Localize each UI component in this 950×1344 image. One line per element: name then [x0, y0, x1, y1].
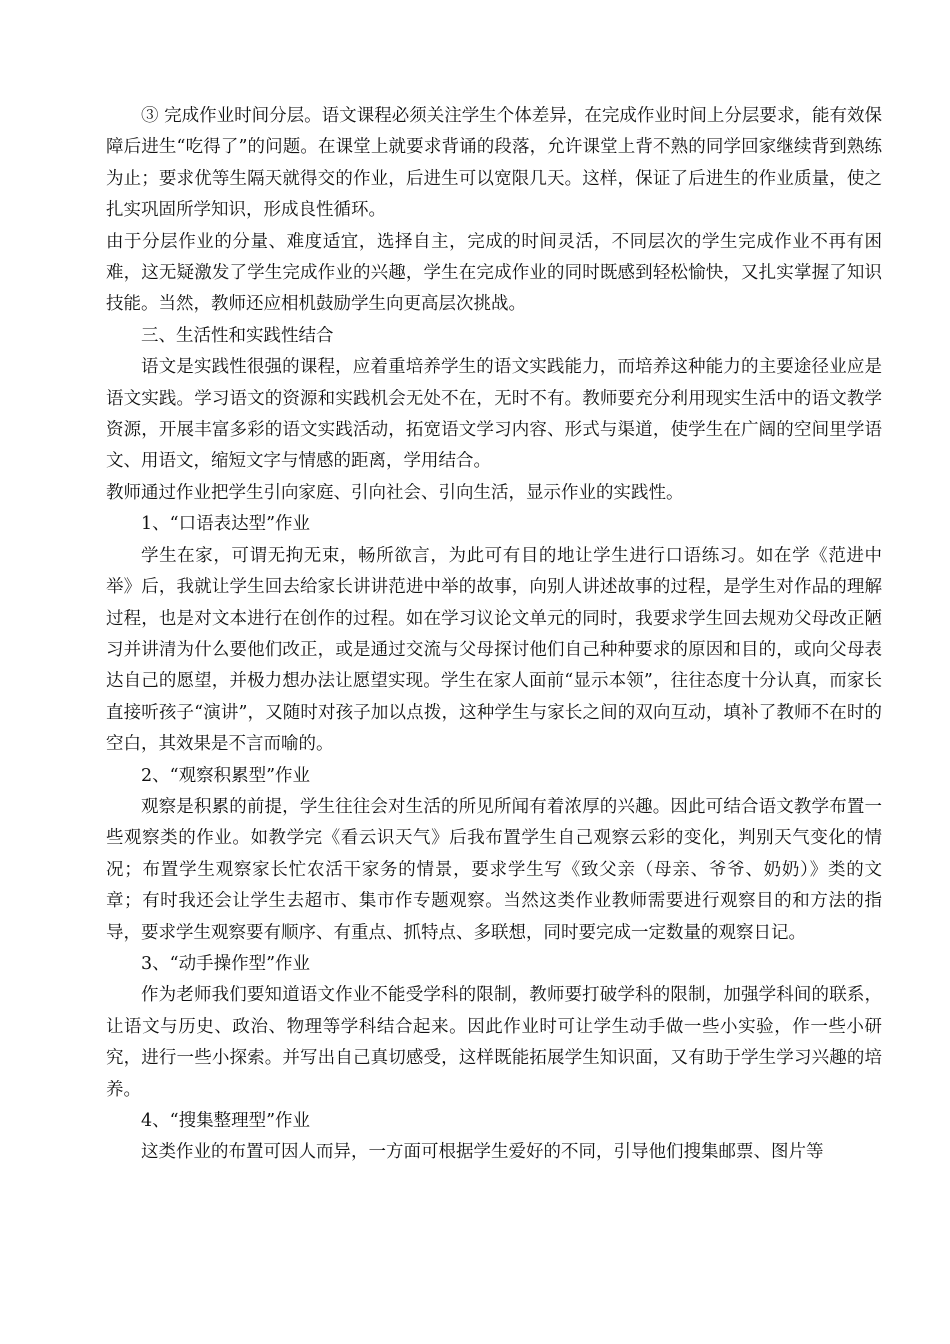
- paragraph-practice: 语文是实践性很强的课程，应着重培养学生的语文实践能力，而培养这种能力的主要途径业应是语文实践。学习语文的资源和实践机会无处不在，无时不有。教师要充分利用现实生活中的语文教学资源，开展丰富多彩的语文实践活动，拓宽语文学习内容、形式与渠道，使学生在广阔的空间里学语文、用语文，缩短文字与情感的距离，学用结合。: [106, 357, 882, 472]
- paragraph-hands-on: 作为老师我们要知道语文作业不能受学科的限制，教师要打破学科的限制，加强学科间的联系，让语文与历史、政治、物理等学科结合起来。因此作业时可让学生动手做一些小实验，作一些小研究，进行一些小探索。并写出自己真切感受，这样既能拓展学生知识面，又有助于学生学习兴趣的培养。: [106, 985, 882, 1100]
- section-heading-3: 三、生活性和实践性结合: [141, 325, 334, 346]
- subheading-collection: 4、“搜集整理型”作业: [141, 1111, 311, 1131]
- paragraph-oral-expression: 学生在家，可谓无拘无束，畅所欲言，为此可有目的地让学生进行口语练习。如在学《范进中举》后，我就让学生回去给家长讲讲范进中举的故事，向别人讲述故事的过程，是学生对作品的理解过程，也是对文本进行在创作的过程。如在学习议论文单元的同时，我要求学生回去规劝父母改正陋习并讲清为什么要他们改正，或是通过交流与父母探讨他们自己种种要求的原因和目的，或向父母表达自己的愿望，并极力想办法让愿望实现。学生在家人面前“显示本领”，往往态度十分认真，而家长直接听孩子“演讲”，又随时对孩子加以点拨，这种学生与家长之间的双向互动，填补了教师不在时的空白，其效果是不言而喻的。: [106, 545, 882, 755]
- subheading-observation: 2、“观察积累型”作业: [141, 765, 311, 786]
- paragraph-homework-practice: 教师通过作业把学生引向家庭、引向社会、引向生活，显示作业的实践性。: [106, 482, 684, 503]
- paragraph-observation: 观察是积累的前提，学生往往会对生活的所见所闻有着浓厚的兴趣。因此可结合语文教学布置一些观察类的作业。如教学完《看云识天气》后我布置学生自己观察云彩的变化，判别天气变化的情况；布置学生观察家长忙农活干家务的情景，要求学生写《致父亲（母亲、爷爷、奶奶）》类的文章；有时我还会让学生去超市、集市作专题观察。当然这类作业教师需要进行观察目的和方法的指导，要求学生观察要有顺序、有重点、抓特点、多联想，同时要完成一定数量的观察日记。: [106, 796, 882, 943]
- paragraph-time-layering: ③ 完成作业时间分层。语文课程必须关注学生个体差异，在完成作业时间上分层要求，能有效保障后进生“吃得了”的问题。在课堂上就要求背诵的段落，允许课堂上背不熟的同学回家继续背到熟练为止；要求优等生隔天就得交的作业，后进生可以宽限几天。这样，保证了后进生的作业质量，使之扎实巩固所学知识，形成良性循环。: [106, 106, 882, 221]
- subheading-oral-expression: 1、“口语表达型”作业: [141, 514, 311, 535]
- subheading-hands-on: 3、“动手操作型”作业: [141, 953, 311, 974]
- document-body: [106, 101, 882, 1169]
- paragraph-layering-summary: 由于分层作业的分量、难度适宜，选择自主，完成的时间灵活，不同层次的学生完成作业不再有困难，这无疑激发了学生完成作业的兴趣，学生在完成作业的同时既感到轻松愉快，又扎实掌握了知识技能。当然，教师还应相机鼓励学生向更高层次挑战。: [106, 231, 882, 315]
- paragraph-collection: 这类作业的布置可因人而异，一方面可根据学生爱好的不同，引导他们搜集邮票、图片等: [141, 1142, 824, 1163]
